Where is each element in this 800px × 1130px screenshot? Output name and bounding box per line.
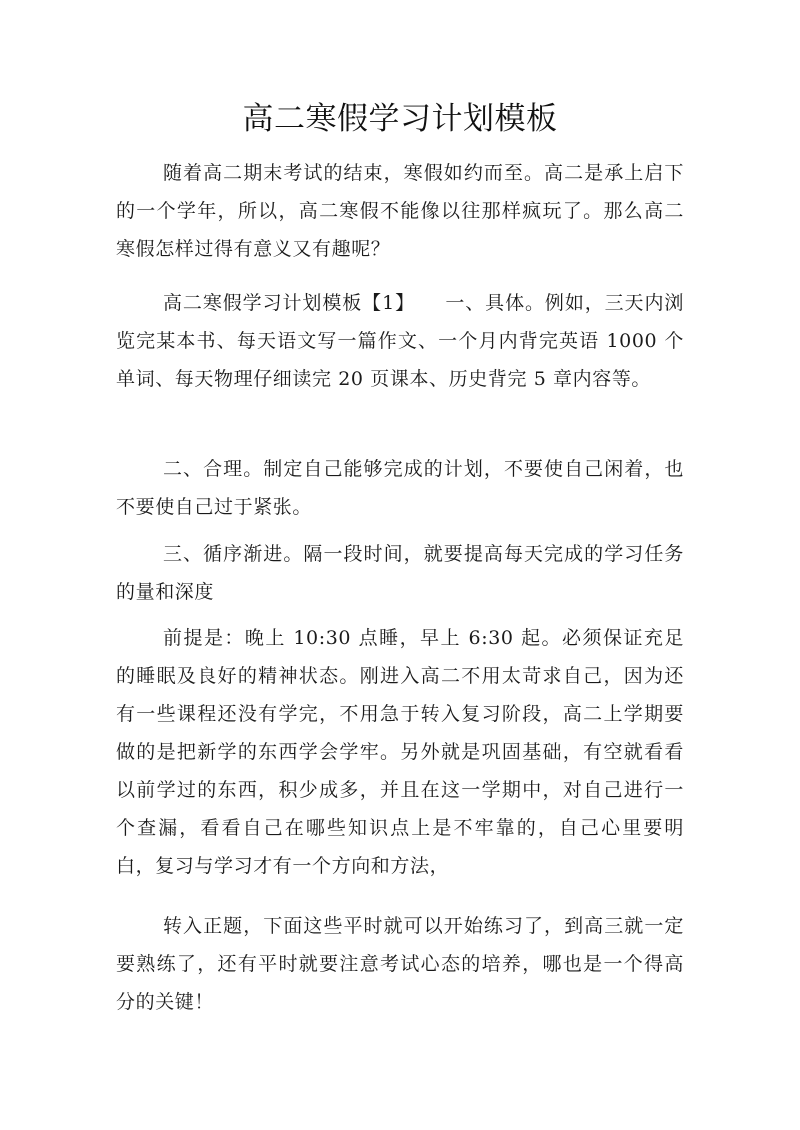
paragraph-main-topic: 转入正题，下面这些平时就可以开始练习了，到高三就一定要熟练了，还有平时就要注意考试心态的培养，哪也是一个得高分的关键！ bbox=[116, 915, 684, 1013]
paragraph-reasonable: 二、合理。制定自己能够完成的计划，不要使自己闲着，也不要使自己过于紧张。 bbox=[116, 458, 684, 518]
document-title: 高二寒假学习计划模板 bbox=[242, 101, 558, 137]
paragraph-premise: 前提是：晚上 10:30 点睡，早上 6:30 起。必须保证充足的睡眠及良好的精神状态。刚进入高二不用太苛求自己，因为还有一些课程还没有学完，不用急于转入复习阶段，高二上学期要做的是把新学的东西学会学牢。另外就是巩固基础，有空就看看以前学过的东西，积少成多，并且在这一学期中，对自己进行一个查漏，看看自己在哪些知识点上是不牢靠的，自己心里要明白，复习与学习才有一个方向和方法， bbox=[116, 627, 684, 877]
paragraph-gradual: 三、循序渐进。隔一段时间，就要提高每天完成的学习任务的量和深度 bbox=[116, 543, 684, 603]
paragraph-intro: 随着高二期末考试的结束，寒假如约而至。高二是承上启下的一个学年，所以，高二寒假不能像以往那样疯玩了。那么高二寒假怎样过得有意义又有趣呢？ bbox=[116, 162, 684, 260]
paragraph-specific: 高二寒假学习计划模板【1】 一、具体。例如，三天内浏览完某本书、每天语文写一篇作文、一个月内背完英语 1000 个单词、每天物理仔细读完 20 页课本、历史背完 5 章内容等。 bbox=[116, 292, 684, 390]
